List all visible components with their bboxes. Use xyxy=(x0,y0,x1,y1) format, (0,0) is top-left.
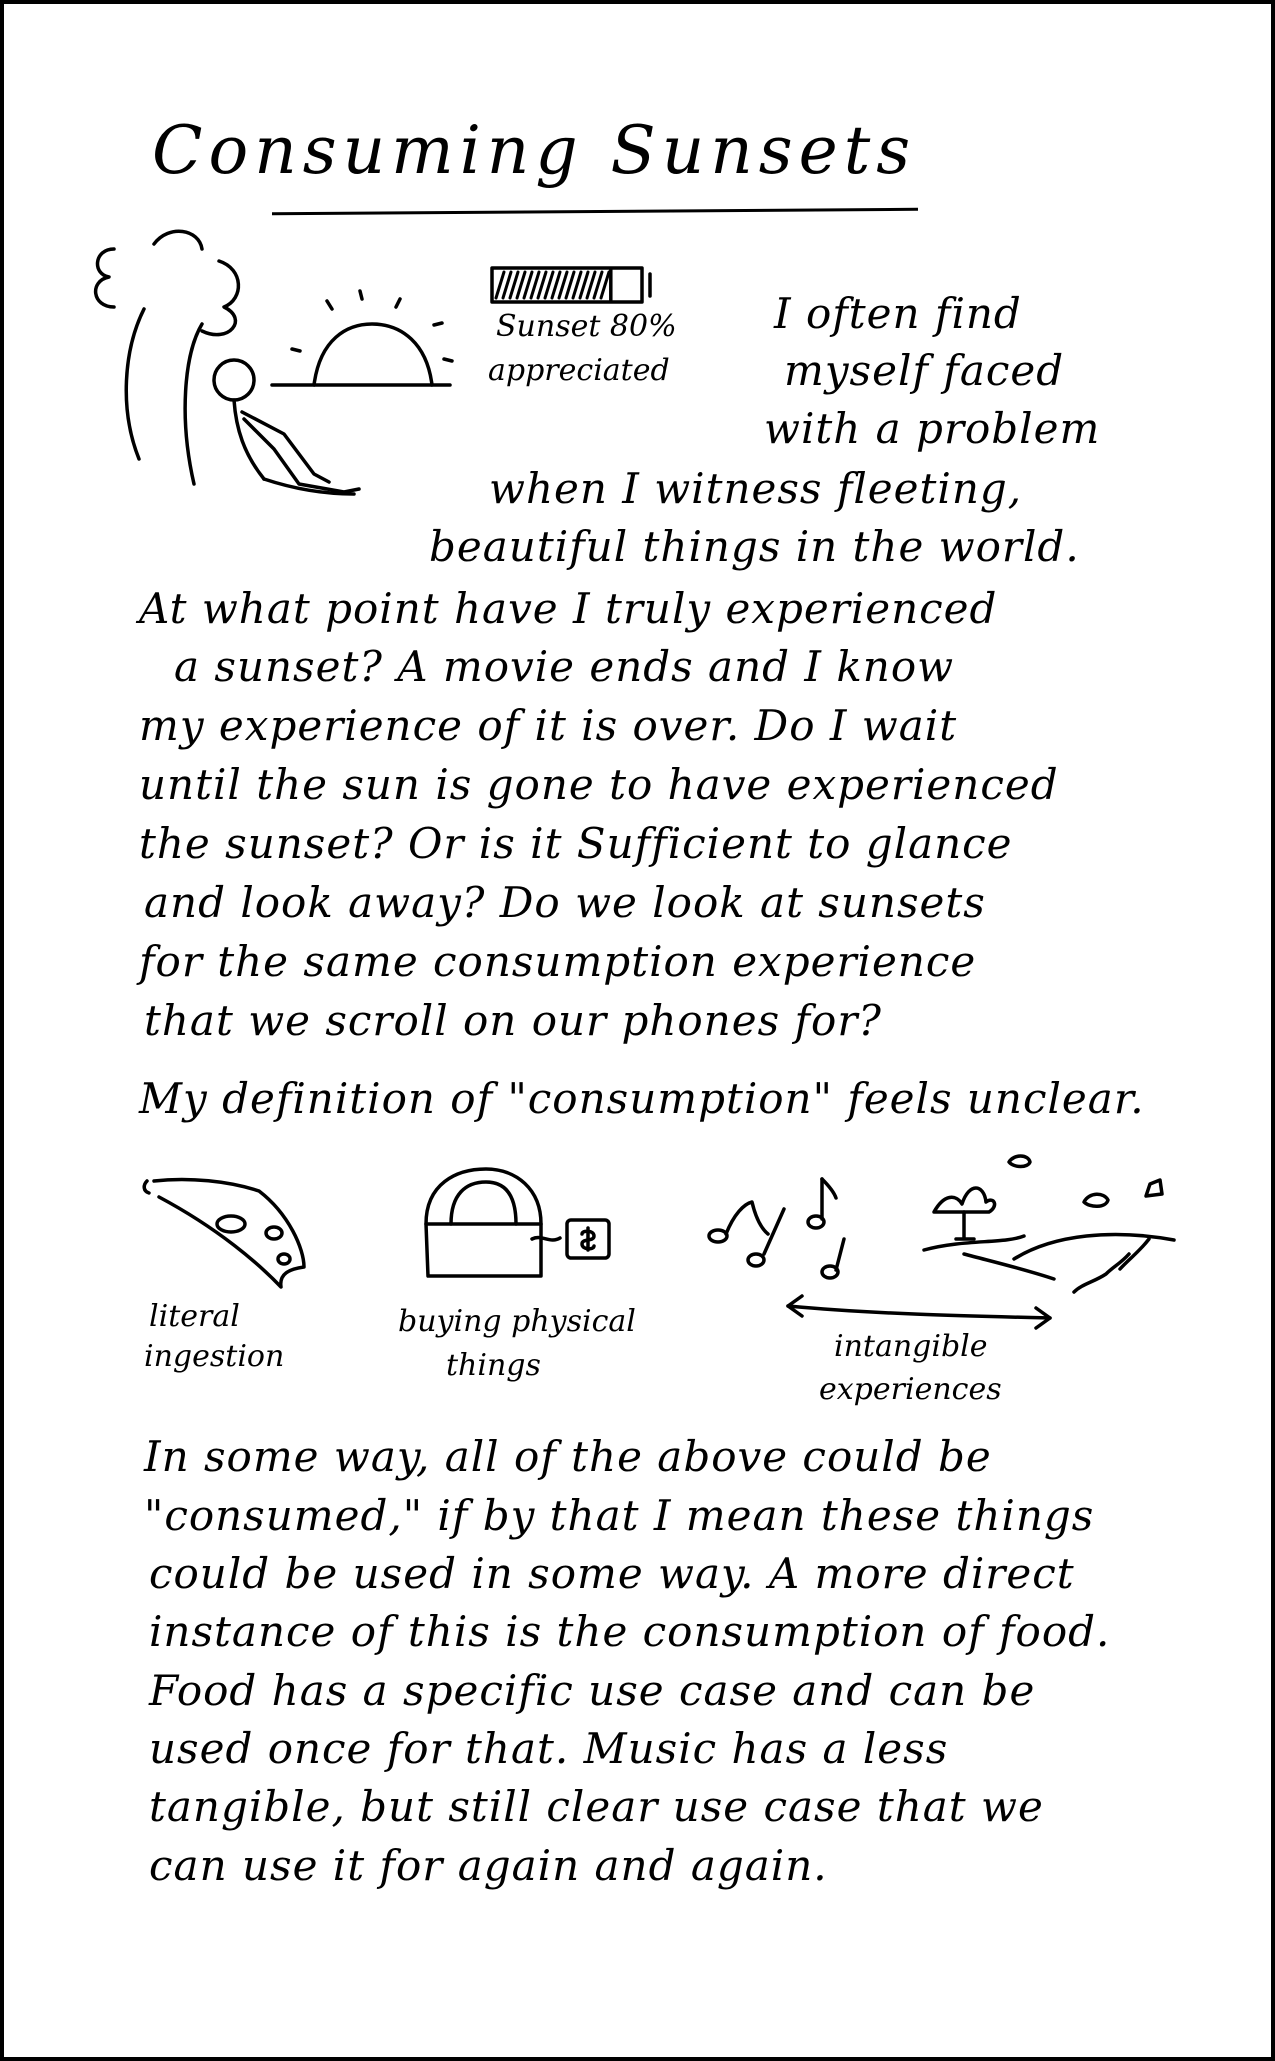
title-underline xyxy=(272,208,918,216)
landscape-icon xyxy=(924,1154,1184,1294)
intro-line: myself faced xyxy=(784,346,1065,395)
battery-label: Sunset 80% xyxy=(496,309,677,344)
page-title: Consuming Sunsets xyxy=(152,112,917,189)
caption-intangible: intangible xyxy=(834,1329,988,1364)
setting-sun-icon xyxy=(272,279,462,399)
paragraph-line: used once for that. Music has a less xyxy=(149,1724,949,1773)
paragraph-line: instance of this is the consumption of food. xyxy=(149,1607,1111,1656)
caption-intangible: experiences xyxy=(819,1372,1002,1407)
intro-line: I often find xyxy=(774,289,1022,338)
paragraph-line: the sunset? Or is it Sufficient to glance xyxy=(139,819,1013,868)
battery-icon xyxy=(490,266,660,306)
caption-ingestion: literal xyxy=(149,1299,240,1334)
paragraph-line: could be used in some way. A more direct xyxy=(149,1549,1075,1598)
caption-buying: things xyxy=(446,1348,541,1383)
paragraph-line: that we scroll on our phones for? xyxy=(144,996,882,1045)
paragraph-line: my experience of it is over. Do I wait xyxy=(139,701,958,750)
paragraph-line: for the same consumption experience xyxy=(139,937,977,986)
paragraph-line: until the sun is gone to have experienced xyxy=(139,760,1059,809)
paragraph-line: and look away? Do we look at sunsets xyxy=(144,878,986,927)
pizza-slice-icon xyxy=(139,1169,314,1299)
paragraph-line: At what point have I truly experienced xyxy=(139,584,998,633)
paragraph-line: can use it for again and again. xyxy=(149,1841,828,1890)
caption-buying: buying physical xyxy=(398,1304,636,1339)
paragraph-line: In some way, all of the above could be xyxy=(144,1432,992,1481)
paragraph-line: tangible, but still clear use case that we xyxy=(149,1782,1044,1831)
intro-line: beautiful things in the world. xyxy=(429,522,1080,571)
double-arrow-icon xyxy=(784,1294,1054,1330)
intro-line: when I witness fleeting, xyxy=(489,464,1023,513)
music-notes-icon xyxy=(704,1174,874,1279)
paragraph-line: a sunset? A movie ends and I know xyxy=(174,642,955,691)
paragraph-line: "consumed," if by that I mean these things xyxy=(144,1491,1095,1540)
intro-line: with a problem xyxy=(764,404,1101,453)
definition-line: My definition of "consumption" feels unclear. xyxy=(139,1074,1145,1123)
caption-ingestion: ingestion xyxy=(144,1339,285,1374)
price-tag-icon xyxy=(532,1214,617,1264)
battery-label: appreciated xyxy=(488,353,670,388)
paragraph-line: Food has a specific use case and can be xyxy=(149,1666,1036,1715)
